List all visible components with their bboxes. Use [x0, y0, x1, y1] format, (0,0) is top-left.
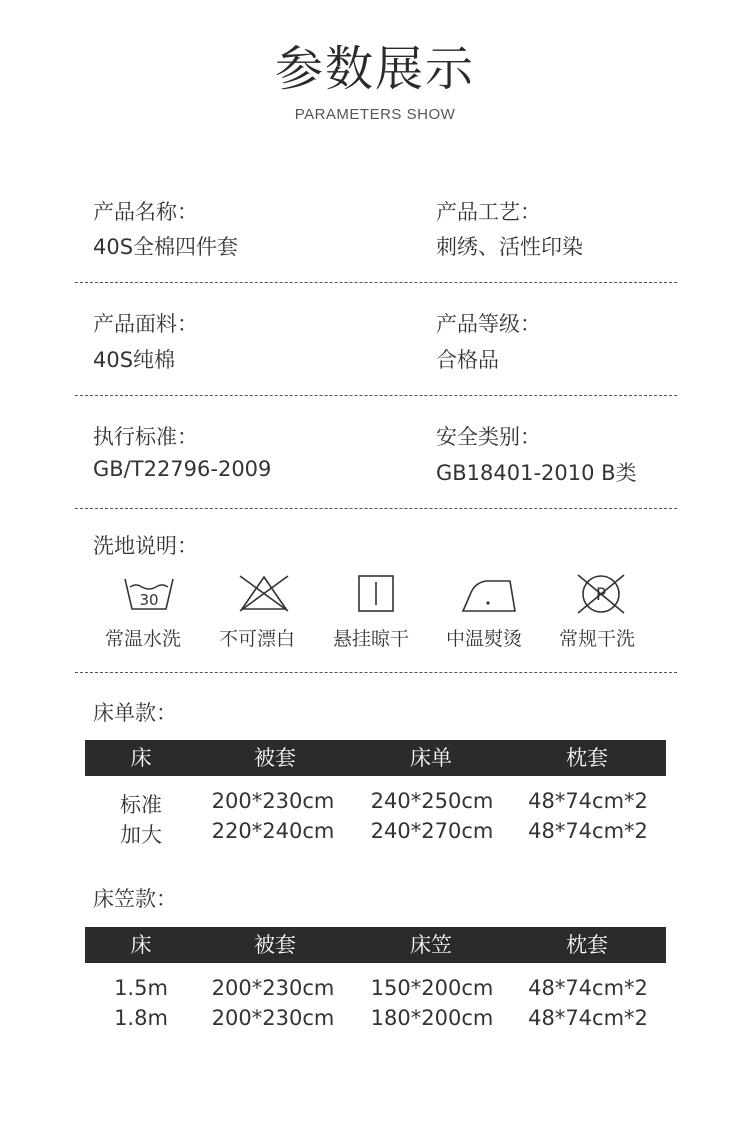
fitted-th-fitted: 床笠: [410, 933, 452, 957]
table-cell: 48*74cm*2: [528, 789, 648, 813]
sheet-table-header: [85, 740, 666, 776]
param-label-name: 产品名称：: [93, 200, 198, 224]
sheet-th-pillow: 枕套: [566, 746, 608, 770]
divider: [75, 282, 677, 283]
sheet-th-sheet: 床单: [410, 746, 452, 770]
sheet-th-cover: 被套: [254, 746, 296, 770]
table-cell: 48*74cm*2: [528, 819, 648, 843]
divider: [75, 395, 677, 396]
table-cell: 200*230cm: [211, 789, 335, 813]
table-cell: 200*230cm: [211, 976, 335, 1000]
table-cell: 1.8m: [114, 1006, 168, 1030]
wash-label-4: 中温熨烫: [446, 628, 523, 650]
param-label-safety: 安全类别：: [436, 425, 541, 449]
sheet-table-title: 床单款：: [93, 701, 177, 725]
param-label-fabric: 产品面料：: [93, 312, 198, 336]
hang-dry-icon: [357, 573, 395, 613]
fitted-th-bed: 床: [130, 933, 152, 957]
table-cell: 1.5m: [114, 976, 168, 1000]
param-label-standard: 执行标准：: [93, 425, 198, 449]
wash-label-1: 常温水洗: [105, 628, 182, 650]
iron-medium-icon: [460, 573, 518, 613]
page-subtitle: PARAMETERS SHOW: [294, 106, 456, 123]
table-cell: 240*250cm: [370, 789, 494, 813]
dry-clean-p-icon: [574, 573, 628, 615]
table-cell: 240*270cm: [370, 819, 494, 843]
fitted-table-header: [85, 927, 666, 963]
divider: [75, 508, 677, 509]
table-cell: 150*200cm: [370, 976, 494, 1000]
param-value-fabric: 40S纯棉: [93, 348, 176, 372]
divider: [75, 672, 677, 673]
wash-30-icon: [122, 573, 176, 613]
fitted-th-pillow: 枕套: [566, 933, 608, 957]
table-cell: 48*74cm*2: [528, 976, 648, 1000]
param-value-standard: GB/T22796-2009: [93, 457, 272, 481]
table-cell: 标准: [120, 793, 162, 817]
washing-label: 洗地说明：: [93, 534, 198, 558]
no-bleach-icon: [236, 573, 292, 613]
wash-label-2: 不可漂白: [219, 628, 296, 650]
param-value-safety: GB18401-2010 B类: [436, 461, 637, 485]
page-title: 参数展示: [274, 41, 475, 97]
table-cell: 48*74cm*2: [528, 1006, 648, 1030]
fitted-table-title: 床笠款：: [93, 887, 177, 911]
param-label-craft: 产品工艺：: [436, 200, 541, 224]
wash-label-5: 常规干洗: [559, 628, 636, 650]
param-value-name: 40S全棉四件套: [93, 235, 239, 259]
param-value-grade: 合格品: [436, 348, 499, 372]
table-cell: 180*200cm: [370, 1006, 494, 1030]
table-cell: 200*230cm: [211, 1006, 335, 1030]
table-cell: 220*240cm: [211, 819, 335, 843]
table-cell: 加大: [120, 823, 162, 847]
fitted-th-cover: 被套: [254, 933, 296, 957]
dry-clean-letter: P: [595, 585, 607, 605]
sheet-th-bed: 床: [130, 746, 152, 770]
wash-temp-text: 30: [139, 591, 159, 609]
wash-label-3: 悬挂晾干: [333, 628, 410, 650]
param-value-craft: 刺绣、活性印染: [436, 235, 583, 259]
param-label-grade: 产品等级：: [436, 312, 541, 336]
